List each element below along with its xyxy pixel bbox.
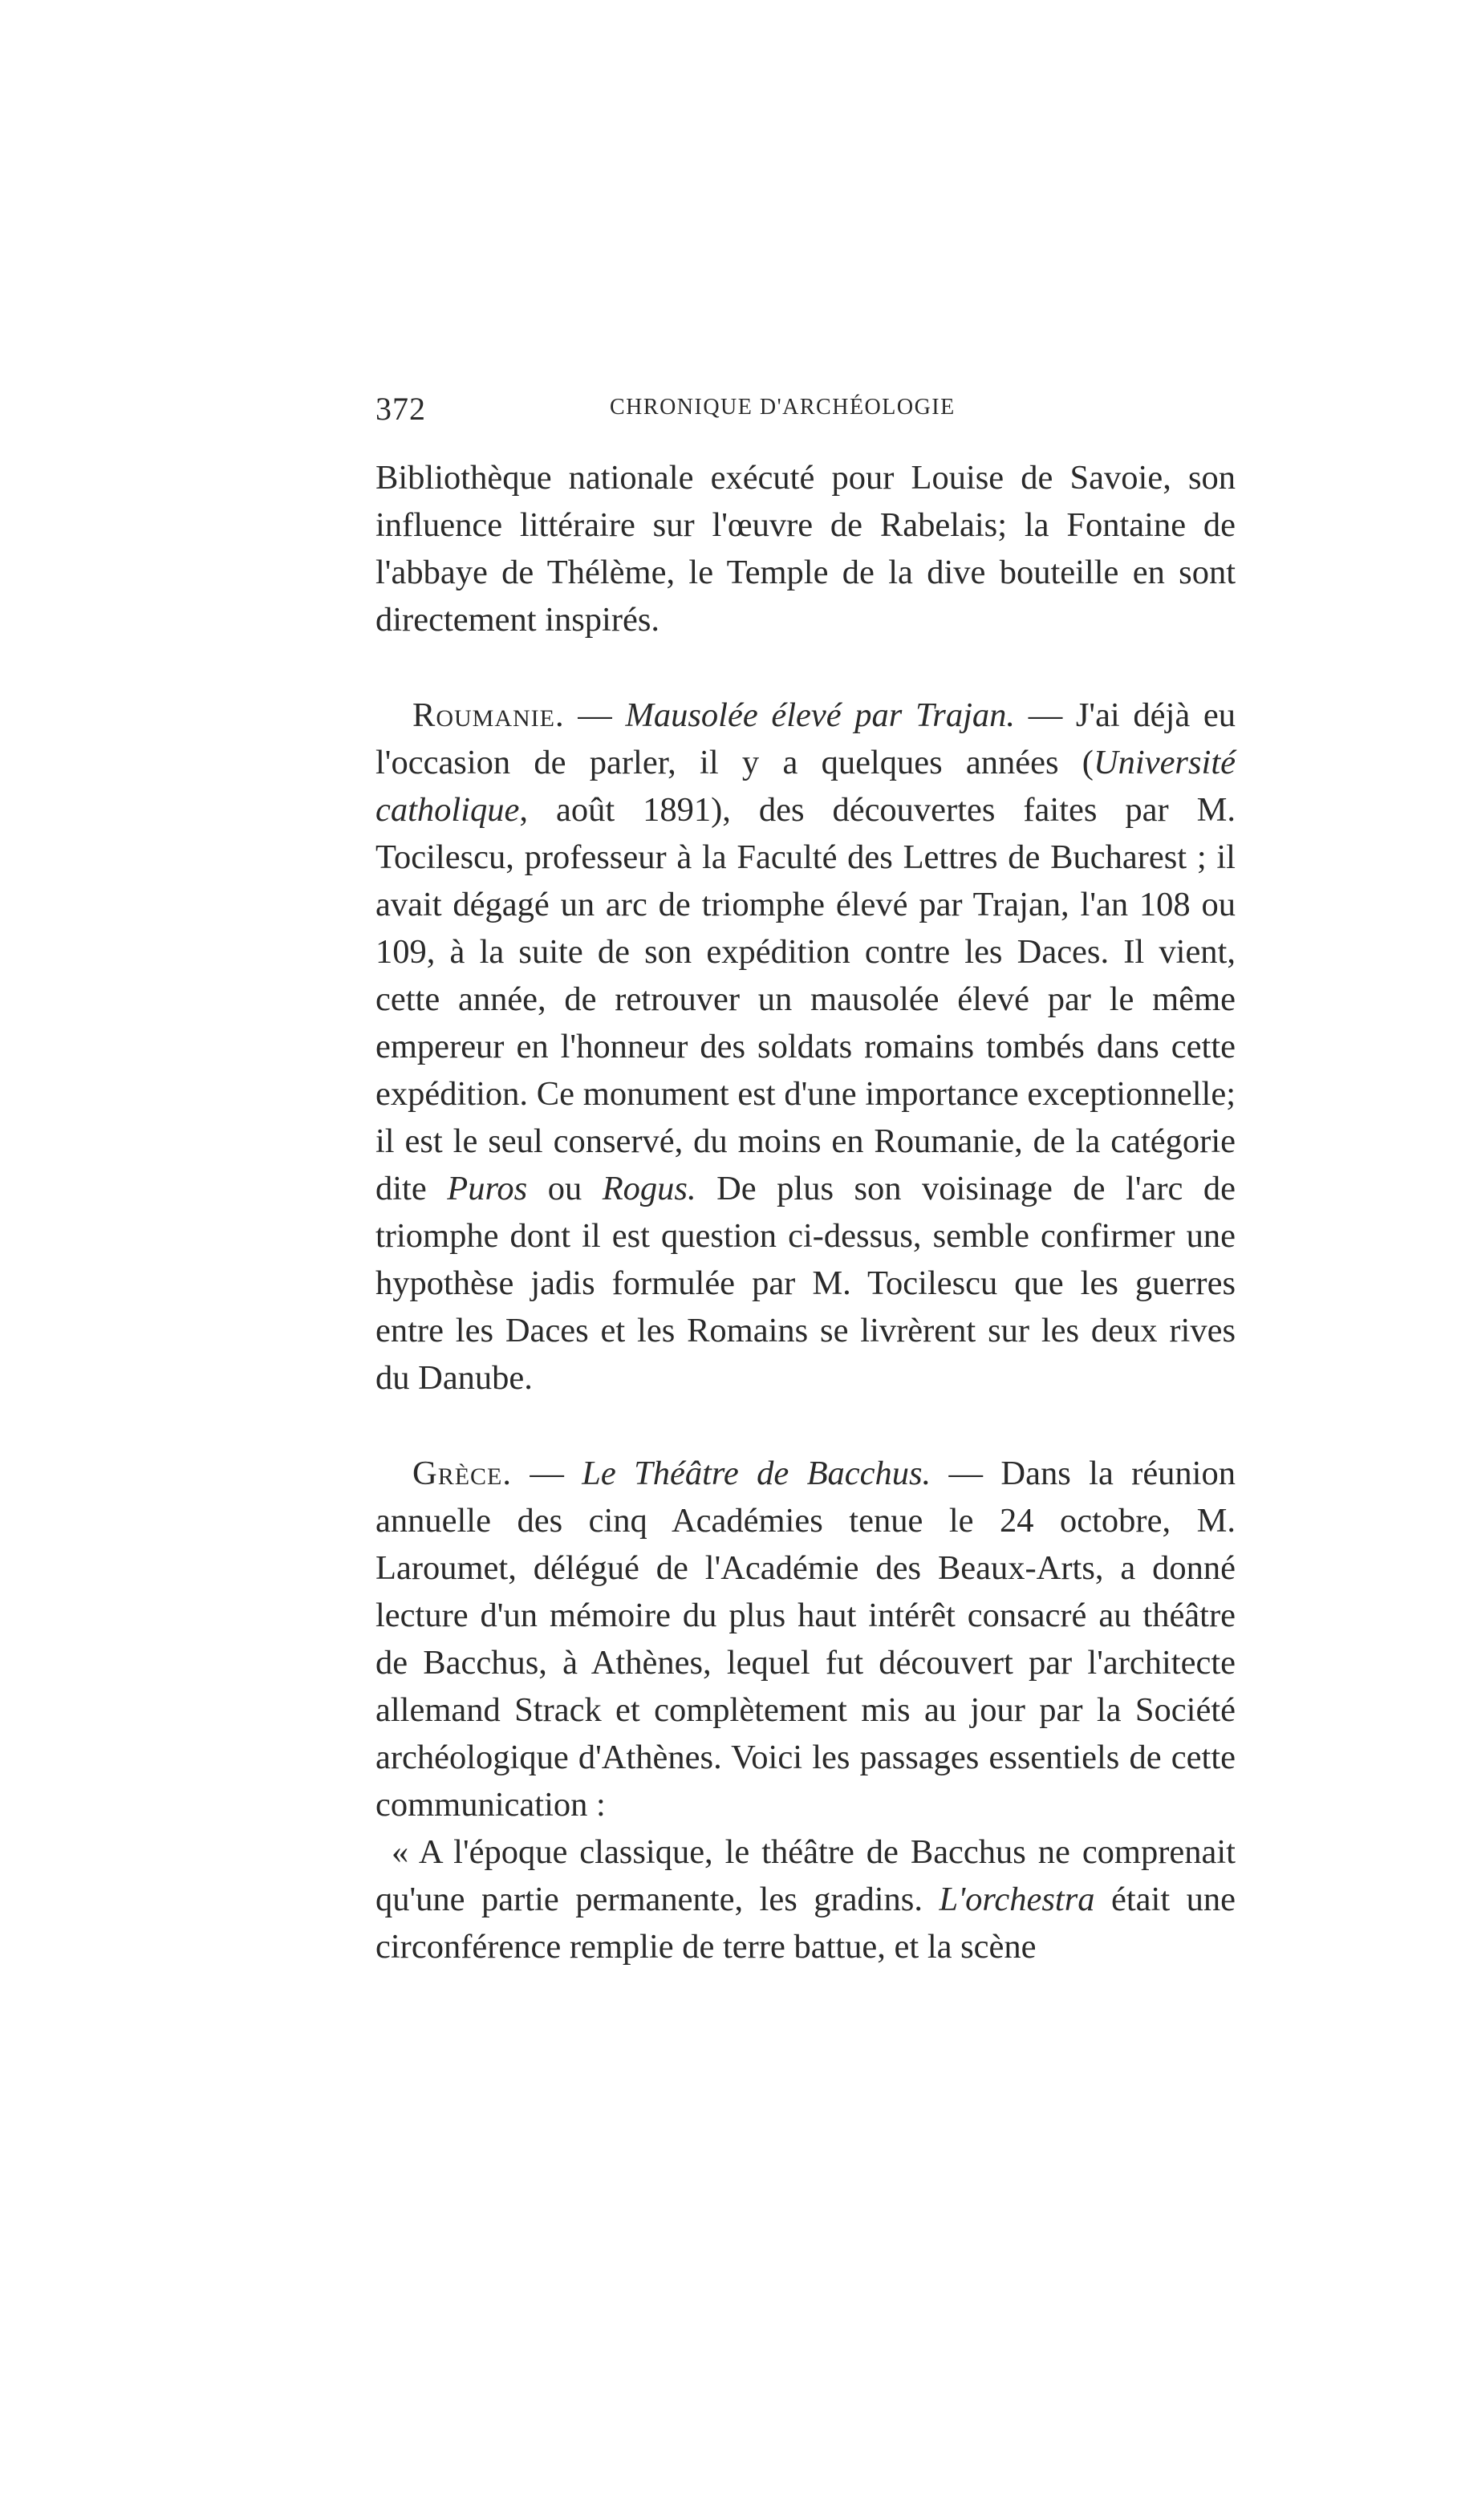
- body-text: [375, 454, 1236, 1970]
- paragraph-text: « A l'époque classique, le théâtre de Bacchus ne comprenait qu'une partie permanente, les gradins.: [375, 1833, 1236, 1918]
- term-orchestra: L'orchestra: [939, 1881, 1095, 1918]
- paragraph-text: J'ai déjà eu l'occasion de parler, il y a quelques années (: [375, 696, 1236, 781]
- paragraph-text: était une circonférence remplie de terre battue, et la scène: [375, 1881, 1236, 1966]
- running-head: [375, 390, 1236, 438]
- section-label-roumanie: Roumanie.: [412, 696, 565, 734]
- citation-title: Université catholique: [375, 744, 1236, 829]
- term-puros: Puros: [447, 1170, 528, 1207]
- section-title-grece: Le Théâtre de Bacchus.: [582, 1455, 931, 1492]
- term-rogus: Rogus.: [602, 1170, 696, 1207]
- paragraph-text: , août 1891), des découvertes faites par M. Tocilescu, professeur à la Faculté des Lettres de Bucharest ; il avait dégagé un arc de triomphe élevé par Trajan, l'an 108 ou 109, à la suite de son expédition contre les Daces. Il vient, cette année, de retrouver un mausolée élevé par le même empereur en l'honneur des soldats romains tombés dans cette expédition. Ce monument est d'une importance exceptionnelle; il est le seul conservé, du moins en Roumanie, de la catégorie dite: [375, 791, 1236, 1207]
- section-title-roumanie: Mausolée élevé par Trajan.: [625, 696, 1016, 734]
- dash: —: [512, 1455, 582, 1492]
- dash: —: [564, 696, 626, 734]
- paragraph-grece: [375, 1450, 1236, 1828]
- section-label-grece: Grèce.: [412, 1455, 512, 1492]
- paragraph-text: ou: [527, 1170, 603, 1207]
- paragraph-text: Dans la réunion annuelle des cinq Académies tenue le 24 octobre, M. Laroumet, délégué de l'Académie des Beaux-Arts, a donné lecture d'un mémoire du plus haut intérêt consacré au théâtre de Bacchus, à Athènes, lequel fut découvert par l'architecte allemand Strack et complètement mis au jour par la Société archéologique d'Athènes. Voici les passages essentiels de cette communication :: [375, 1455, 1236, 1824]
- paragraph-continuation: Bibliothèque nationale exécuté pour Louise de Savoie, son influence littéraire sur l'œuvre de Rabelais; la Fontaine de l'abbaye de Thélème, le Temple de la dive bouteille en sont directement inspirés.: [375, 459, 1236, 639]
- dash: —: [1015, 696, 1076, 734]
- paragraph-quote: [375, 1828, 1236, 1970]
- paragraph-text: De plus son voisinage de l'arc de triomphe dont il est question ci-dessus, semble confirmer une hypothèse jadis formulée par M. Tocilescu que les guerres entre les Daces et les Romains se livrèrent sur les deux rives du Danube.: [375, 1170, 1236, 1397]
- page-number: 372: [375, 391, 426, 427]
- running-title: CHRONIQUE D'ARCHÉOLOGIE: [610, 395, 956, 420]
- paragraph-roumanie: [375, 692, 1236, 1402]
- dash: —: [931, 1455, 1001, 1492]
